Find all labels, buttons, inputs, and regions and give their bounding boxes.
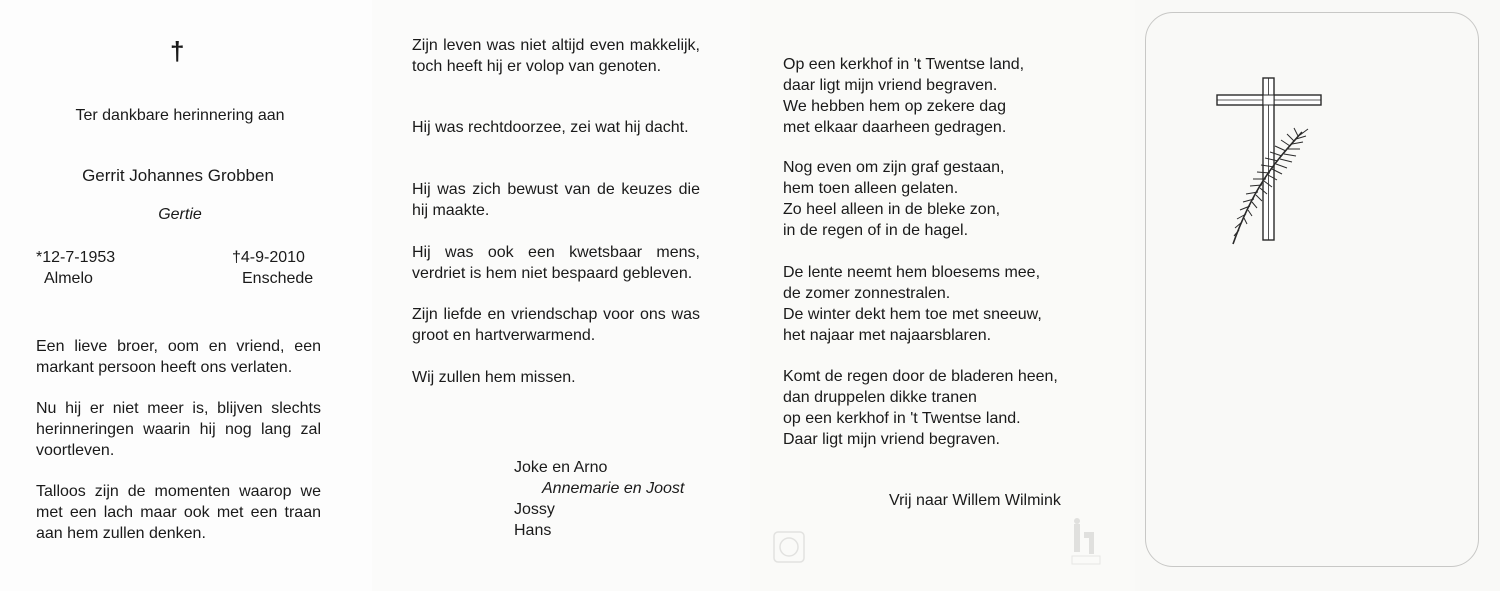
poem-attribution: Vrij naar Willem Wilmink xyxy=(889,492,1061,509)
death-place: Enschede xyxy=(242,270,314,287)
birth-place: Almelo xyxy=(44,270,93,287)
poem-line: We hebben hem op zekere dag xyxy=(783,98,1006,115)
panel-inner-left xyxy=(372,0,750,591)
poem-line: daar ligt mijn vriend begraven. xyxy=(783,77,998,94)
panel-front-right xyxy=(1135,0,1500,591)
signature-line: Joke en Arno xyxy=(514,459,608,476)
paragraph: Talloos zijn de momenten waarop we met een lach maar ook met een traan aan hem zullen denken. xyxy=(36,483,321,542)
panel-front-left xyxy=(0,0,372,591)
poem-line: Daar ligt mijn vriend begraven. xyxy=(783,431,1000,448)
poem-line: in de regen of in de hagel. xyxy=(783,222,969,239)
intro-text: Ter dankbare herinnering aan xyxy=(75,107,285,124)
poem-line: op een kerkhof in 't Twentse land. xyxy=(783,410,1021,427)
poem-line: met elkaar daarheen gedragen. xyxy=(783,119,1007,136)
poem-line: De lente neemt hem bloesems mee, xyxy=(783,264,1041,281)
panel-inner-right xyxy=(750,0,1135,591)
poem-line: het najaar met najaarsblaren. xyxy=(783,327,992,344)
printer-mark-icon xyxy=(770,528,810,568)
paragraph: Hij was zich bewust van de keuzes die hij maakte. xyxy=(412,181,700,219)
signature-line: Jossy xyxy=(514,501,555,518)
paragraph: Een lieve broer, oom en vriend, een markant persoon heeft ons verlaten. xyxy=(36,338,321,376)
signature-line: Annemarie en Joost xyxy=(542,480,685,497)
poem-line: Komt de regen door de bladeren heen, xyxy=(783,368,1058,385)
poem-line: De winter dekt hem toe met sneeuw, xyxy=(783,306,1042,323)
paragraph: Zijn liefde en vriendschap voor ons was groot en hartverwarmend. xyxy=(412,306,700,344)
birth-date: *12-7-1953 xyxy=(36,249,116,266)
cross-with-palm-branch-icon xyxy=(1210,72,1330,254)
death-date: †4-9-2010 xyxy=(232,249,305,266)
signature-line: Hans xyxy=(514,522,552,539)
poem-line: Zo heel alleen in de bleke zon, xyxy=(783,201,1001,218)
deceased-nickname: Gertie xyxy=(158,206,202,223)
paragraph: Hij was rechtdoorzee, zei wat hij dacht. xyxy=(412,119,689,136)
paragraph: Zijn leven was niet altijd even makkelijk, toch heeft hij er volop van genoten. xyxy=(412,37,700,75)
cross-icon: † xyxy=(170,36,185,66)
paragraph: Hij was ook een kwetsbaar mens, verdriet is hem niet bespaard gebleven. xyxy=(412,244,700,282)
poem-line: Op een kerkhof in 't Twentse land, xyxy=(783,56,1025,73)
paragraph: Nu hij er niet meer is, blijven slechts herinneringen waarin hij nog lang zal voortleven. xyxy=(36,400,321,459)
printer-logo-icon xyxy=(1066,518,1106,568)
poem-line: de zomer zonnestralen. xyxy=(783,285,951,302)
paragraph: Wij zullen hem missen. xyxy=(412,369,576,386)
poem-line: dan druppelen dikke tranen xyxy=(783,389,977,406)
deceased-name: Gerrit Johannes Grobben xyxy=(82,166,274,185)
poem-line: hem toen alleen gelaten. xyxy=(783,180,959,197)
poem-line: Nog even om zijn graf gestaan, xyxy=(783,159,1005,176)
